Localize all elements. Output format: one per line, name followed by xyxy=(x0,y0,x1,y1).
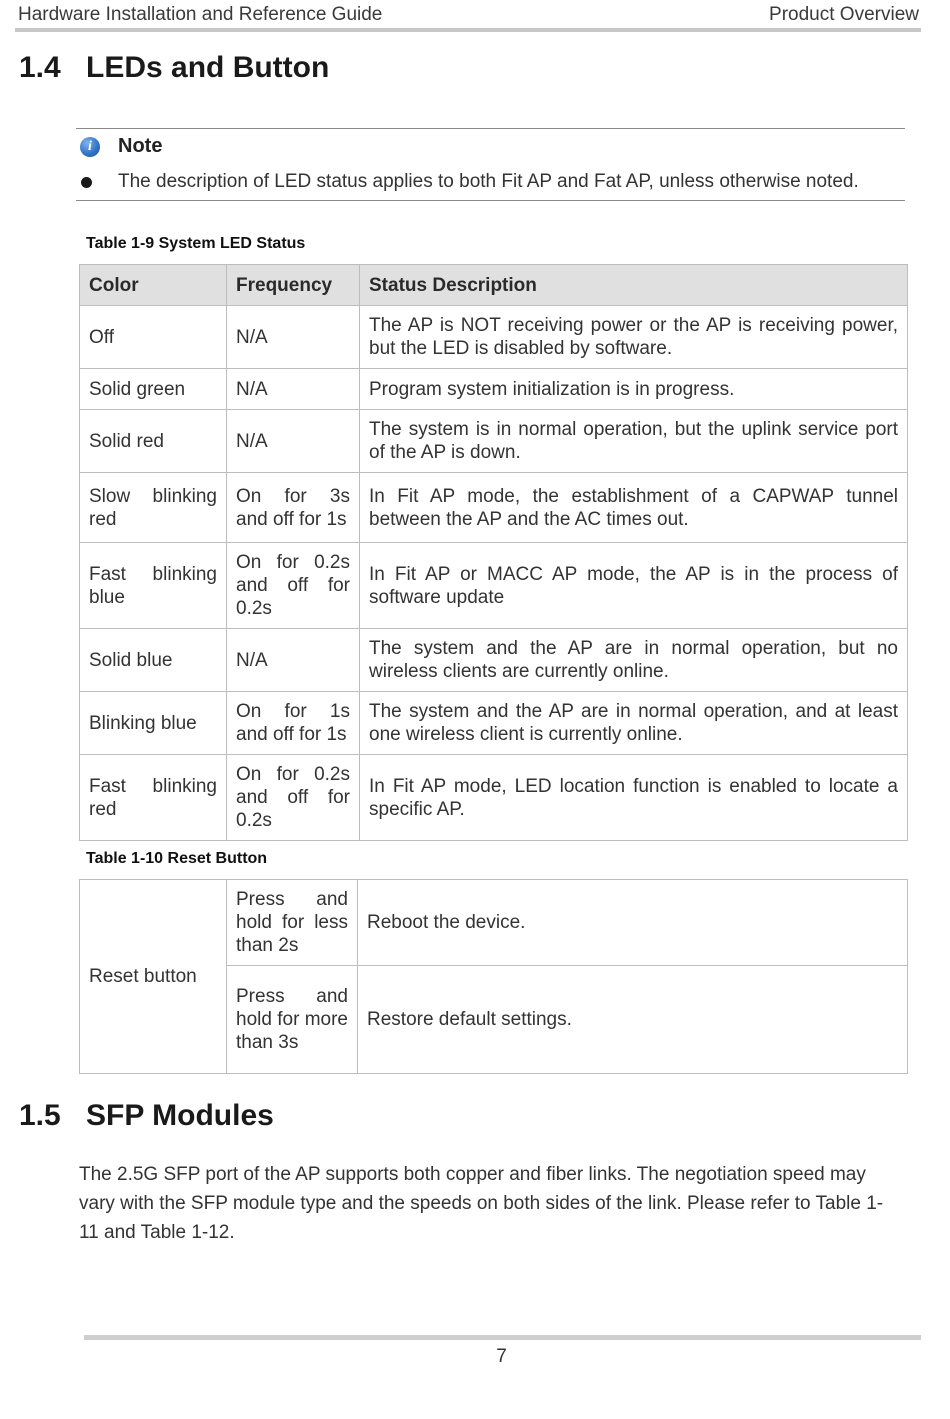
cell-color: Solid red xyxy=(80,410,227,473)
section-number: 1.5 xyxy=(19,1099,61,1132)
cell-action: Press and hold for less than 2s xyxy=(227,880,358,966)
page-number: 7 xyxy=(496,1346,507,1367)
note-block xyxy=(76,128,905,201)
table-caption: Table 1-9 System LED Status xyxy=(86,235,306,252)
cell-description: In Fit AP mode, the establishment of a CAPWAP tunnel between the AP and the AC times out. xyxy=(360,473,908,543)
section-heading-1-5 xyxy=(19,1099,274,1133)
footer-rule xyxy=(84,1335,921,1340)
table-header-row xyxy=(80,265,908,306)
cell-result: Restore default settings. xyxy=(358,966,908,1074)
cell-color: Blinking blue xyxy=(80,692,227,755)
table-row xyxy=(80,692,908,755)
system-led-status-table xyxy=(79,264,908,841)
section-title: SFP Modules xyxy=(86,1099,274,1132)
table-row xyxy=(80,543,908,629)
note-item xyxy=(80,171,859,193)
column-header-color: Color xyxy=(80,265,227,306)
cell-description: The system and the AP are in normal operation, and at least one wireless client is currently online. xyxy=(360,692,908,755)
cell-color: Solid blue xyxy=(80,629,227,692)
note-header xyxy=(80,135,162,158)
column-header-frequency: Frequency xyxy=(227,265,360,306)
table-caption: Table 1-10 Reset Button xyxy=(86,850,268,867)
bullet-icon xyxy=(81,177,92,188)
cell-result: Reboot the device. xyxy=(358,880,908,966)
cell-color: Fast blinking blue xyxy=(80,543,227,629)
info-icon: i xyxy=(80,137,100,157)
table-row xyxy=(80,369,908,410)
header-chapter-title: Product Overview xyxy=(769,4,919,25)
sfp-paragraph: The 2.5G SFP port of the AP supports both copper and fiber links. The negotiation speed may vary with the SFP module type and the speeds on both sides of the link. Please refer to Table 1-11 and Table 1-12. xyxy=(79,1164,884,1243)
cell-description: The system and the AP are in normal operation, but no wireless clients are currently online. xyxy=(360,629,908,692)
table-row xyxy=(80,306,908,369)
cell-frequency: On for 0.2s and off for 0.2s xyxy=(227,755,360,841)
reset-button-table xyxy=(79,879,908,1074)
cell-frequency: N/A xyxy=(227,306,360,369)
table-row xyxy=(80,880,908,966)
table-row xyxy=(80,755,908,841)
cell-description: In Fit AP or MACC AP mode, the AP is in the process of software update xyxy=(360,543,908,629)
cell-color: Solid green xyxy=(80,369,227,410)
cell-frequency: On for 3s and off for 1s xyxy=(227,473,360,543)
cell-description: The system is in normal operation, but the uplink service port of the AP is down. xyxy=(360,410,908,473)
page-header xyxy=(18,3,919,27)
cell-color: Fast blinking red xyxy=(80,755,227,841)
header-doc-title: Hardware Installation and Reference Guide xyxy=(18,4,383,25)
cell-description: Program system initialization is in progress. xyxy=(360,369,908,410)
note-text: The description of LED status applies to both Fit AP and Fat AP, unless otherwise noted. xyxy=(118,171,859,192)
cell-frequency: N/A xyxy=(227,369,360,410)
cell-color: Slow blinking red xyxy=(80,473,227,543)
section-heading-1-4 xyxy=(19,51,329,85)
section-title: LEDs and Button xyxy=(86,51,330,84)
cell-color: Off xyxy=(80,306,227,369)
cell-frequency: On for 1s and off for 1s xyxy=(227,692,360,755)
cell-frequency: N/A xyxy=(227,629,360,692)
cell-button-name: Reset button xyxy=(80,880,227,1074)
cell-action: Press and hold for more than 3s xyxy=(227,966,358,1074)
table-row xyxy=(80,410,908,473)
note-label: Note xyxy=(118,135,163,157)
cell-description: In Fit AP mode, LED location function is enabled to locate a specific AP. xyxy=(360,755,908,841)
cell-frequency: On for 0.2s and off for 0.2s xyxy=(227,543,360,629)
table-row xyxy=(80,629,908,692)
table-row xyxy=(80,473,908,543)
cell-description: The AP is NOT receiving power or the AP is receiving power, but the LED is disabled by software. xyxy=(360,306,908,369)
header-rule xyxy=(15,28,921,32)
section-number: 1.4 xyxy=(19,51,61,84)
column-header-status-description: Status Description xyxy=(360,265,908,306)
cell-frequency: N/A xyxy=(227,410,360,473)
